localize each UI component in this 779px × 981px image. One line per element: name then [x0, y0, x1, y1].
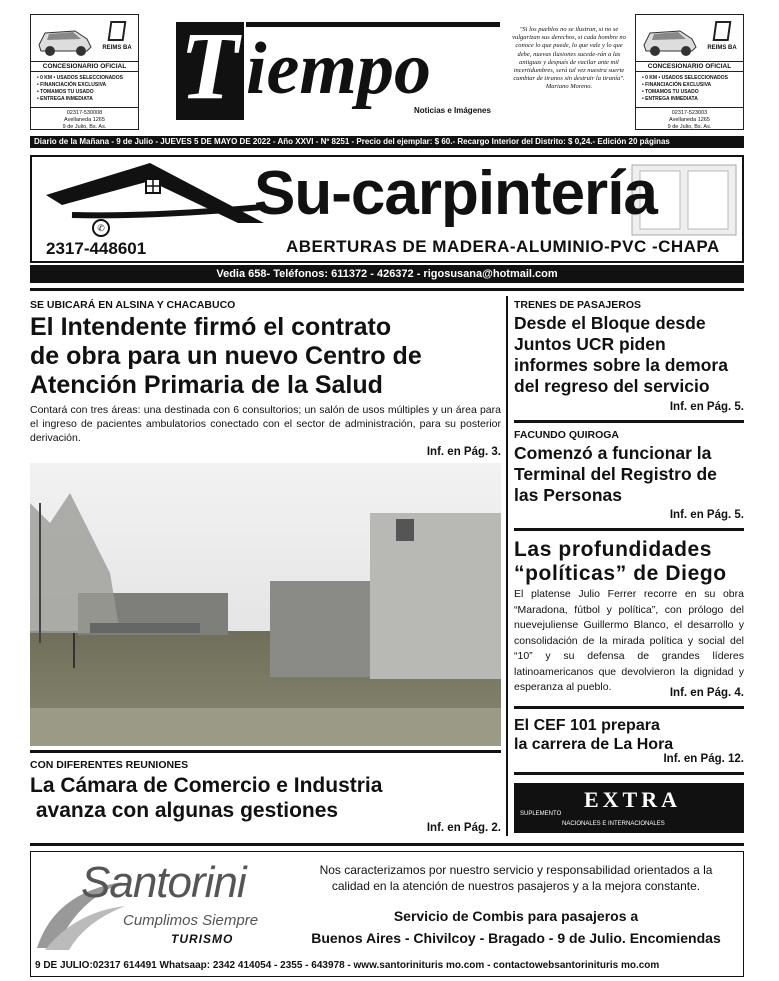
santorini-turismo: TURISMO: [171, 932, 234, 946]
cef-headline: El CEF 101 prepara la carrera de La Hora: [514, 717, 674, 753]
main-kicker: SE UBICARÁ EN ALSINA Y CHACABUCO: [30, 299, 236, 311]
column-divider: [506, 296, 508, 836]
official-dealer-label: CONCESIONARIO OFICIAL: [31, 61, 138, 72]
reims-ad-right: [635, 14, 744, 130]
services-list: • 0 KM • USADOS SELECCIONADOS • FINANCIACIÓN EXCLUSIVA • TOMAMOS TU USADO • ENTREGA INMEDIATA: [37, 75, 124, 102]
dateline-bar: Diario de la Mañana - 9 de Julio - JUEVES 5 DE MAYO DE 2022 - Año XXVI - Nº 8251 - Precio del ejemplar: $ 60.- Recargo Interior del Distrito: $ 0,24.- Edición 20 páginas: [30, 136, 744, 148]
santorini-contact-footer: 9 DE JULIO:02317 614491 Whatsaap: 2342 414054 - 2355 - 643978 - www.santorinituris mo.com - contactowebsantorinituris mo.com: [35, 960, 660, 971]
newspaper-logo: T iempo Noticias e Imágenes: [176, 22, 500, 120]
dealer-contact: 02317-523003 Avellaneda 1265 9 de Julio, Bs. As.: [636, 107, 743, 129]
whatsapp-icon: ✆: [92, 219, 110, 237]
diego-body: El platense Julio Ferrer recorre en su obra “Maradona, fútbol y política”, con prólogo del nuevejuliense Guillermo Blanco, el desarrollo y consolidación de la mirada política y social del “10” y su defensa de grandes líderes latinoamericanos que devolvieron la dignidad y esperanza al pueblo.: [514, 588, 744, 693]
divider: [514, 706, 744, 709]
services-list: • 0 KM • USADOS SELECCIONADOS • FINANCIACIÓN EXCLUSIVA • TOMAMOS TU USADO • ENTREGA INMEDIATA: [642, 75, 729, 102]
reims-ad-left: [30, 14, 139, 130]
dealer-contact: 02317-530008 Avellaneda 1265 9 de Julio, Bs. As.: [31, 107, 138, 129]
main-body: Contará con tres áreas: una destinada con 6 consultorios; un salón de usos múltiples y un área para el ingreso de pacientes ambulatorios conectado con el sector de administración, para su posterior derivación.: [30, 404, 501, 444]
extra-supplement-banner: EXTRA SUPLEMENTO NACIONALES E INTERNACIONALES: [514, 783, 744, 833]
official-dealer-label: CONCESIONARIO OFICIAL: [636, 61, 743, 72]
main-page-ref: Inf. en Pág. 3.: [426, 446, 501, 458]
divider: [514, 772, 744, 775]
divider: [30, 843, 744, 846]
trenes-headline: Desde el Bloque desde Juntos UCR piden informes sobre la demora del regreso del servicio: [514, 313, 728, 396]
divider: [514, 420, 744, 423]
cef-page-ref: Inf. en Pág. 12.: [663, 753, 744, 765]
santorini-combi-line2: Buenos Aires - Chivilcoy - Bragado - 9 de Julio. Encomiendas: [311, 930, 721, 946]
car-image: [640, 21, 698, 57]
facundo-kicker: FACUNDO QUIROGA: [514, 429, 619, 441]
divider: [514, 528, 744, 531]
main-headline: El Intendente firmó el contrato de obra para un nuevo Centro de Atención Primaria de la Salud: [30, 313, 422, 399]
carpinteria-subtitle: ABERTURAS DE MADERA-ALUMINIO-PVC -CHAPA: [286, 237, 720, 256]
logo-tagline: Noticias e Imágenes: [414, 106, 491, 115]
building-site-photo: [30, 463, 501, 746]
facundo-headline: Comenzó a funcionar la Terminal del Registro de las Personas: [514, 443, 717, 505]
divider: [30, 288, 744, 291]
santorini-ad: [30, 851, 744, 977]
camara-kicker: CON DIFERENTES REUNIONES: [30, 759, 189, 771]
carpinteria-phone: 2317-448601: [46, 239, 147, 258]
santorini-combi-line1: Servicio de Combis para pasajeros a: [393, 908, 639, 924]
santorini-name: Santorini: [81, 858, 246, 907]
santorini-description: Nos caracterizamos por nuestro servicio y responsabilidad orientados a la calidad en la atención de nuestros pasajeros y a la mejora constante.: [319, 863, 713, 893]
diego-headline: Las profundidades “políticas” de Diego: [514, 538, 727, 585]
masthead-quote: "Si los pueblos no se ilustran, si no se vulgarizan sus derechos, si cada hombre no conoce lo que puede, lo que vale y lo que debe, nuevas ilusiones sucede-rán a las antiguas y después de vacilar ante mil incertidumbres, será tal vez nuestra suerte cambiar de tiranos sin destruir la tiranía". Mariano Moreno.: [512, 26, 626, 91]
camara-page-ref: Inf. en Pág. 2.: [426, 822, 501, 834]
santorini-slogan: Cumplimos Siempre: [123, 912, 259, 929]
carpinteria-title: Su-carpintería: [254, 159, 657, 228]
trenes-kicker: TRENES DE PASAJEROS: [514, 299, 641, 311]
renault-logo: REIMS BA: [99, 21, 135, 61]
trenes-page-ref: Inf. en Pág. 5.: [669, 401, 744, 413]
facundo-page-ref: Inf. en Pág. 5.: [669, 509, 744, 521]
camara-headline: La Cámara de Comercio e Industria avanza con algunas gestiones: [30, 774, 383, 822]
carpinteria-ad: [30, 155, 744, 263]
car-image: [35, 21, 93, 57]
renault-logo: REIMS BA: [704, 21, 740, 61]
carpinteria-address: Vedia 658- Teléfonos: 611372 - 426372 - rigosusana@hotmail.com: [30, 265, 744, 283]
diego-page-ref: Inf. en Pág. 4.: [669, 687, 744, 699]
divider: [30, 750, 501, 753]
